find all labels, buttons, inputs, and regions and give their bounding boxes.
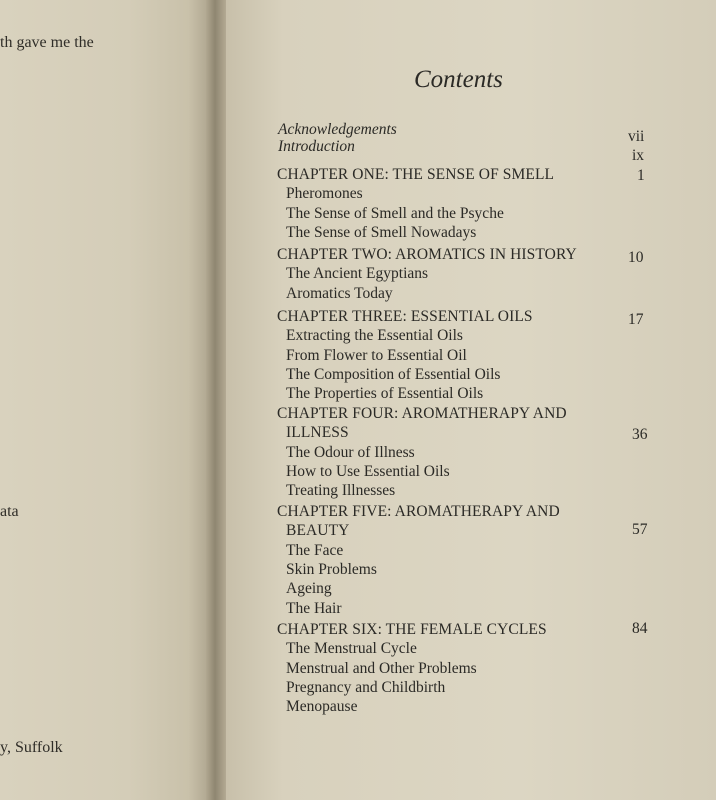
section-title: The Odour of Illness bbox=[286, 443, 415, 461]
section-title: Extracting the Essential Oils bbox=[286, 327, 463, 345]
chapter-title: CHAPTER TWO: AROMATICS IN HISTORY bbox=[277, 246, 577, 263]
chapter-page-number: 36 bbox=[632, 426, 648, 443]
chapter-title: CHAPTER FIVE: AROMATHERAPY AND bbox=[277, 503, 560, 520]
section-title: The Composition of Essential Oils bbox=[286, 365, 501, 383]
chapter-page-number: 1 bbox=[637, 167, 645, 184]
section-title: How to Use Essential Oils bbox=[286, 462, 450, 480]
section-title: The Properties of Essential Oils bbox=[286, 385, 484, 403]
section-title: The Menstrual Cycle bbox=[286, 640, 417, 658]
section-title: Treating Illnesses bbox=[286, 482, 396, 500]
left-page-fragment-bottom: y, Suffolk bbox=[0, 739, 63, 756]
chapter-title: ILLNESS bbox=[286, 424, 349, 442]
chapter-title: BEAUTY bbox=[286, 522, 350, 540]
front-matter-page: ix bbox=[632, 147, 645, 164]
section-title: Skin Problems bbox=[286, 560, 377, 578]
section-title: The Sense of Smell and the Psyche bbox=[286, 204, 504, 222]
section-title: The Face bbox=[286, 541, 344, 559]
section-title: Menopause bbox=[286, 698, 358, 716]
chapter-page-number: 57 bbox=[632, 521, 648, 538]
front-matter-page: vii bbox=[628, 128, 645, 145]
contents-title: Contents bbox=[414, 66, 503, 93]
chapter-title: CHAPTER SIX: THE FEMALE CYCLES bbox=[277, 621, 547, 638]
section-title: The Sense of Smell Nowadays bbox=[286, 223, 477, 241]
section-title: From Flower to Essential Oil bbox=[286, 346, 467, 364]
section-title: Menstrual and Other Problems bbox=[286, 659, 477, 677]
left-page-fragment-top: th gave me the bbox=[0, 34, 94, 51]
left-page-fragment-middle: ata bbox=[0, 503, 19, 520]
section-title: Pregnancy and Childbirth bbox=[286, 678, 446, 696]
section-title: Aromatics Today bbox=[286, 284, 393, 302]
section-title: Pheromones bbox=[286, 185, 363, 203]
chapter-title: CHAPTER FOUR: AROMATHERAPY AND bbox=[277, 405, 567, 422]
front-matter-title: Acknowledgements bbox=[278, 121, 397, 138]
front-matter-title: Introduction bbox=[278, 138, 355, 155]
chapter-page-number: 84 bbox=[632, 620, 648, 637]
chapter-title: CHAPTER ONE: THE SENSE OF SMELL bbox=[277, 166, 555, 183]
chapter-title: CHAPTER THREE: ESSENTIAL OILS bbox=[277, 308, 533, 325]
section-title: The Hair bbox=[286, 599, 342, 617]
chapter-page-number: 17 bbox=[628, 311, 644, 328]
section-title: Ageing bbox=[286, 580, 332, 598]
section-title: The Ancient Egyptians bbox=[286, 265, 429, 283]
chapter-page-number: 10 bbox=[628, 249, 644, 266]
